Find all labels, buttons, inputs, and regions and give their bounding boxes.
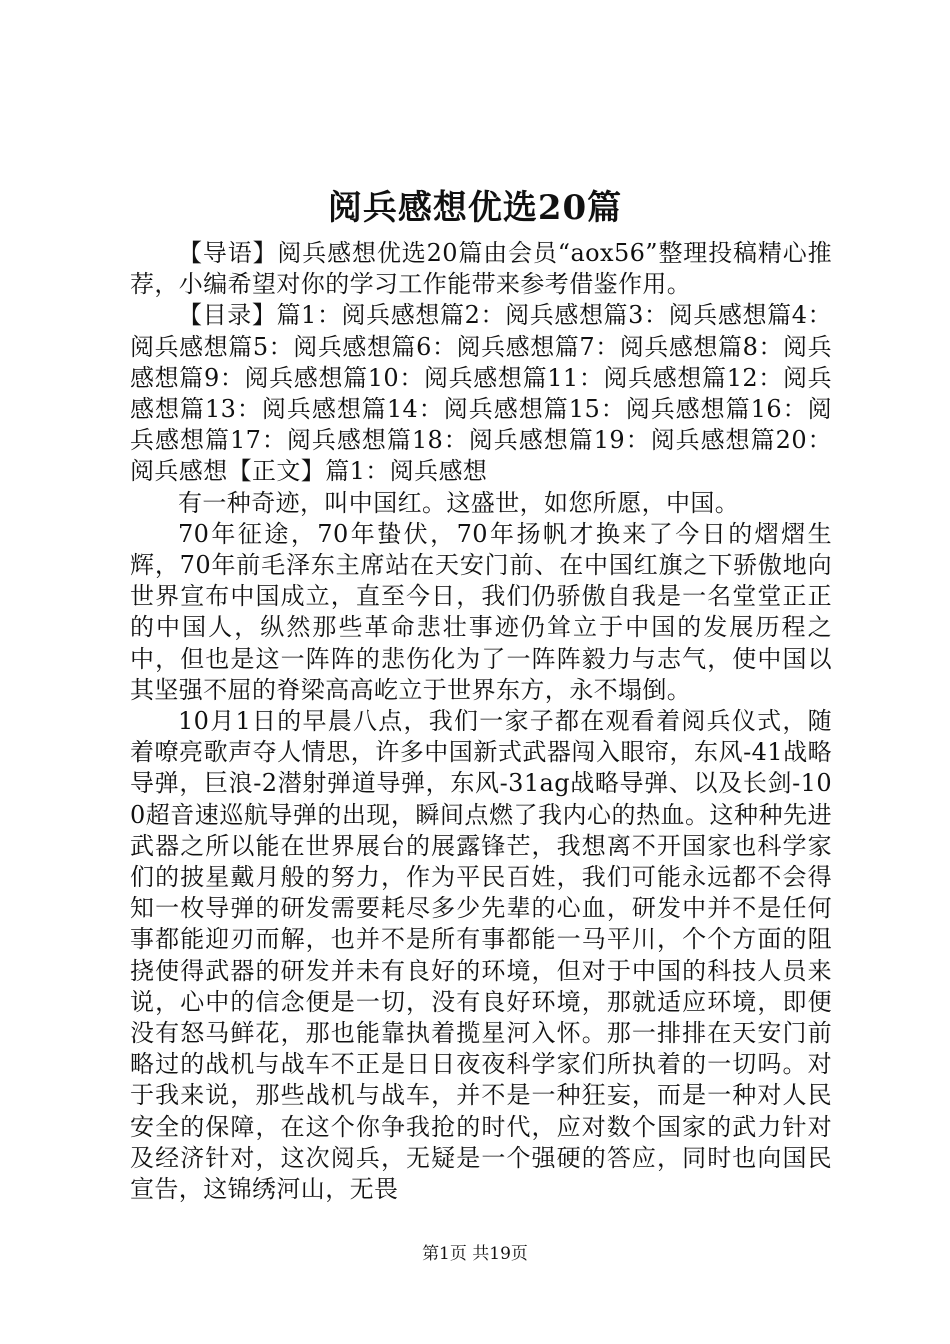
table-of-contents-paragraph: 【目录】篇1：阅兵感想篇2：阅兵感想篇3：阅兵感想篇4：阅兵感想篇5：阅兵感想篇6：阅兵感想篇7：阅兵感想篇8：阅兵感想篇9：阅兵感想篇10：阅兵感想篇11：阅兵感想篇12：阅兵感想篇13：阅兵感想篇14：阅兵感想篇15：阅兵感想篇16：阅兵感想篇17：阅兵感想篇18：阅兵感想篇19：阅兵感想篇20：阅兵感想【正文】篇1：阅兵感想 bbox=[130, 301, 832, 486]
body-paragraph: 有一种奇迹，叫中国红。这盛世，如您所愿，中国。 bbox=[178, 488, 740, 517]
document-body bbox=[130, 238, 832, 1205]
body-paragraph: 70年征途，70年蛰伏，70年扬帆才换来了今日的熠熠生辉，70年前毛泽东主席站在天安门前、在中国红旗之下骄傲地向世界宣布中国成立，直至今日，我们仍骄傲自我是一名堂堂正正的中国人，纵然那些革命悲壮事迹仍耸立于中国的发展历程之中，但也是这一阵阵的悲伤化为了一阵阵毅力与志气，使中国以其坚强不屈的脊梁高高屹立于世界东方，永不塌倒。 bbox=[130, 519, 832, 704]
page-number-footer: 第1页 共19页 bbox=[422, 1244, 528, 1264]
body-paragraph: 10月1日的早晨八点，我们一家子都在观看着阅兵仪式，随着嘹亮歌声夺人情思，许多中国新式武器闯入眼帘，东风-41战略导弹，巨浪-2潜射弹道导弹，东风-31ag战略导弹、以及长剑-100超音速巡航导弹的出现，瞬间点燃了我内心的热血。这种种先进武器之所以能在世界展台的展露锋芒，我想离不开国家也科学家们的披星戴月般的努力，作为平民百姓，我们可能永远都不会得知一枚导弹的研发需要耗尽多少先辈的心血，研发中并不是任何事都能迎刃而解，也并不是所有事都能一马平川，个个方面的阻挠使得武器的研发并未有良好的环境，但对于中国的科技人员来说，心中的信念便是一切，没有良好环境，那就适应环境，即便没有怒马鲜花，那也能靠执着揽星河入怀。那一排排在天安门前略过的战机与战车不正是日日夜夜科学家们所执着的一切吗。对于我来说，那些战机与战车，并不是一种狂妄，而是一种对人民安全的保障，在这个你争我抢的时代，应对数个国家的武力针对及经济针对，这次阅兵，无疑是一个强硬的答应，同时也向国民宣告，这锦绣河山，无畏 bbox=[130, 707, 832, 1204]
intro-paragraph: 【导语】阅兵感想优选20篇由会员“aox56”整理投稿精心推荐，小编希望对你的学习工作能带来参考借鉴作用。 bbox=[130, 239, 832, 299]
document-title: 阅兵感想优选20篇 bbox=[327, 188, 623, 228]
